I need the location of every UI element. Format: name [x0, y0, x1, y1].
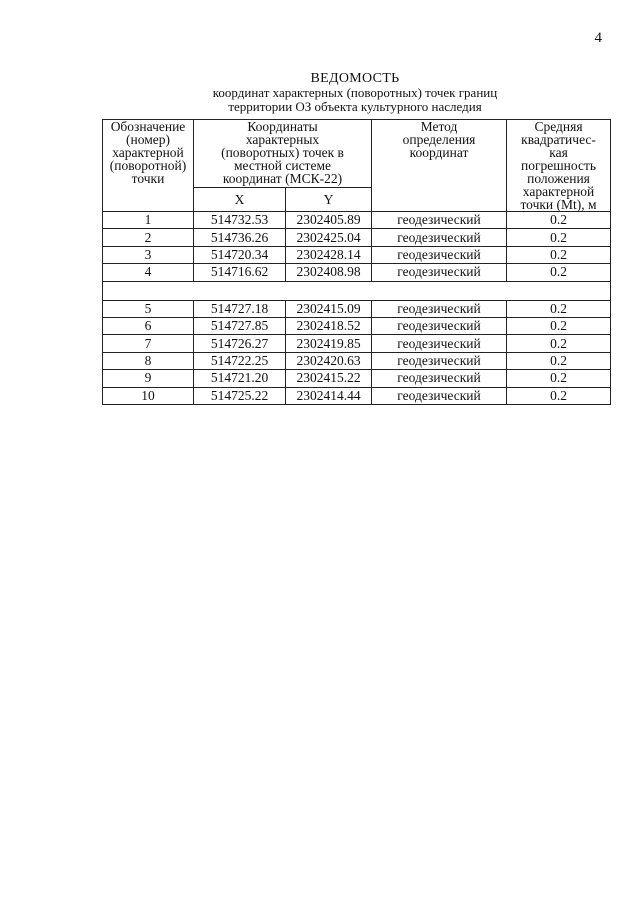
coord-x: 514720.34: [194, 246, 286, 263]
coord-y: 2302414.44: [286, 387, 372, 404]
coord-x: 514725.22: [194, 387, 286, 404]
table-row: [103, 300, 611, 317]
header-y: Y: [286, 188, 372, 212]
mean-square-error: 0.2: [507, 387, 611, 404]
point-number: 1: [103, 212, 194, 229]
table-row: [103, 387, 611, 404]
table-row: [103, 246, 611, 263]
coord-x: 514736.26: [194, 229, 286, 246]
method: геодезический: [372, 264, 507, 281]
coord-y: 2302405.89: [286, 212, 372, 229]
point-number: 8: [103, 352, 194, 369]
document-subtitle-line: территории ОЗ объекта культурного наследия: [228, 99, 482, 114]
header-x: X: [194, 188, 286, 212]
table-row: [103, 264, 611, 281]
coord-y: 2302408.98: [286, 264, 372, 281]
point-number: 10: [103, 387, 194, 404]
method: геодезический: [372, 246, 507, 263]
coord-y: 2302419.85: [286, 335, 372, 352]
mean-square-error: 0.2: [507, 317, 611, 334]
point-number: 4: [103, 264, 194, 281]
mean-square-error: 0.2: [507, 335, 611, 352]
document-title: ВЕДОМОСТЬ: [310, 71, 400, 86]
table-row: [103, 335, 611, 352]
point-number: 7: [103, 335, 194, 352]
coord-y: 2302418.52: [286, 317, 372, 334]
coord-x: 514716.62: [194, 264, 286, 281]
coord-x: 514727.18: [194, 300, 286, 317]
coord-y: 2302420.63: [286, 352, 372, 369]
mean-square-error: 0.2: [507, 246, 611, 263]
method: геодезический: [372, 352, 507, 369]
page-number: 4: [594, 30, 602, 46]
method: геодезический: [372, 212, 507, 229]
coord-y: 2302415.22: [286, 370, 372, 387]
header-method: Метод определения координат: [372, 120, 507, 212]
table-row: [103, 352, 611, 369]
point-number: 3: [103, 246, 194, 263]
coord-y: 2302415.09: [286, 300, 372, 317]
method: геодезический: [372, 335, 507, 352]
point-number: 2: [103, 229, 194, 246]
mean-square-error: 0.2: [507, 264, 611, 281]
point-number: 5: [103, 300, 194, 317]
header-coordinates: Координаты характерных (поворотных) точек в местной системе координат (МСК-22): [194, 120, 372, 188]
mean-square-error: 0.2: [507, 300, 611, 317]
coord-x: 514726.27: [194, 335, 286, 352]
table-row: [103, 317, 611, 334]
coord-x: 514722.25: [194, 352, 286, 369]
header-mean-square-error: Средняя квадратичес- кая погрешность положения характерной точки (Mt), м: [507, 120, 611, 212]
table-row: [103, 212, 611, 229]
coord-x: 514727.85: [194, 317, 286, 334]
point-number: 9: [103, 370, 194, 387]
mean-square-error: 0.2: [507, 370, 611, 387]
document-subtitle-line: координат характерных (поворотных) точек границ: [212, 85, 498, 100]
table-row: [103, 370, 611, 387]
coord-y: 2302428.14: [286, 246, 372, 263]
header-designation: Обозначение (номер) характерной (поворотной) точки: [103, 120, 194, 212]
mean-square-error: 0.2: [507, 352, 611, 369]
point-number: 6: [103, 317, 194, 334]
method: геодезический: [372, 317, 507, 334]
table-separator-row: [103, 281, 611, 300]
coord-x: 514732.53: [194, 212, 286, 229]
coord-y: 2302425.04: [286, 229, 372, 246]
mean-square-error: 0.2: [507, 212, 611, 229]
method: геодезический: [372, 229, 507, 246]
coord-x: 514721.20: [194, 370, 286, 387]
coordinates-table: [102, 119, 611, 405]
method: геодезический: [372, 370, 507, 387]
mean-square-error: 0.2: [507, 229, 611, 246]
method: геодезический: [372, 300, 507, 317]
document-heading: [100, 72, 610, 114]
method: геодезический: [372, 387, 507, 404]
table-row: [103, 229, 611, 246]
